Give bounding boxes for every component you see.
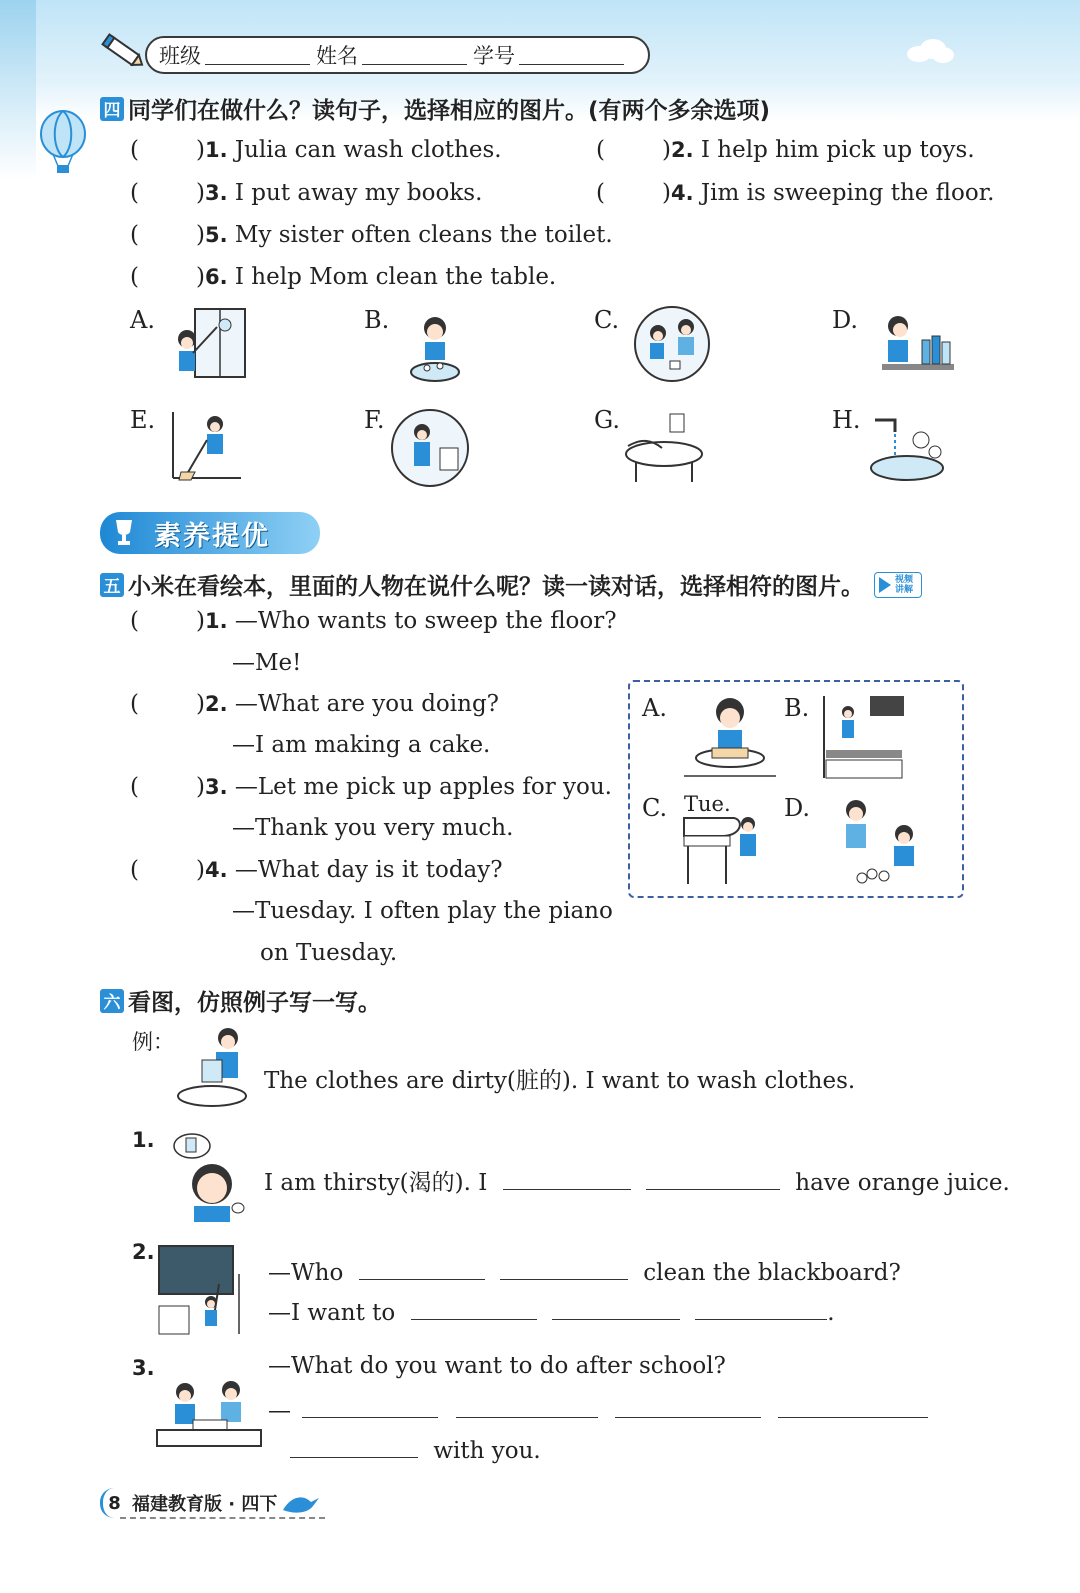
q3-number: 3.	[132, 1356, 155, 1380]
section5-instruction: 小米在看绘本，里面的人物在说什么呢？读一读对话，选择相符的图片。	[128, 574, 864, 600]
hands-wiping-table-picture	[622, 410, 707, 485]
s4-pic-label-h: H.	[832, 406, 861, 434]
s4-item-3: ( )3. I put away my books.	[130, 180, 483, 206]
class-blank[interactable]	[205, 45, 310, 65]
s4-item-5: ( )5. My sister often cleans the toilet.	[130, 222, 613, 248]
pencil-icon	[100, 30, 148, 74]
s5-picture-box	[628, 680, 964, 898]
tuesday-note: Tue.	[684, 792, 731, 816]
washing-dishes-picture	[865, 410, 950, 488]
example-label: 例：	[132, 1030, 174, 1054]
section4-instruction: 同学们在做什么？读句子，选择相应的图片。(有两个多余选项)	[128, 98, 771, 124]
id-label: 学号	[473, 44, 515, 68]
q2-blank-5[interactable]	[695, 1298, 827, 1320]
publisher-label: 福建教育版 · 四下	[132, 1494, 278, 1515]
girl-putting-away-books-picture	[872, 312, 957, 387]
student-info-bar	[145, 36, 650, 74]
girl-washing-clothes-picture	[405, 310, 465, 388]
name-label: 姓名	[316, 44, 358, 68]
s4-item-6: ( )6. I help Mom clean the table.	[130, 264, 557, 290]
boy-picking-up-apples-picture	[832, 794, 932, 886]
section6-title	[100, 984, 381, 1017]
s4-item-1: ( )1. Julia can wash clothes.	[130, 137, 502, 163]
s5-item-4-answer-cont: on Tuesday.	[260, 940, 398, 966]
page-number: 8	[100, 1488, 126, 1518]
thirsty-boy-picture	[172, 1130, 252, 1224]
section6-number: 六	[100, 989, 124, 1013]
girl-cleaning-blackboard-picture	[155, 1244, 247, 1336]
name-blank[interactable]	[362, 45, 467, 65]
q2-line-2: —I want to .	[268, 1300, 835, 1326]
s5-pic-label-a: A.	[642, 694, 667, 722]
q1-sentence: I am thirsty(渴的). I have orange juice.	[264, 1170, 1010, 1196]
s4-pic-label-c: C.	[594, 306, 620, 334]
girl-making-cake-picture	[682, 692, 778, 782]
section4-number: 四	[100, 97, 124, 121]
s5-pic-label-b: B.	[784, 694, 810, 722]
s5-item-1-question: ( )1. —Who wants to sweep the floor?	[130, 608, 617, 634]
girl-cleaning-toilet-picture	[390, 408, 470, 488]
section5-title	[100, 568, 922, 601]
boy-sweeping-floor-picture	[165, 408, 245, 486]
section6-instruction: 看图，仿照例子写一写。	[128, 990, 381, 1016]
play-icon	[879, 577, 891, 593]
girl-playing-piano-picture	[682, 816, 768, 886]
s5-item-3-answer: —Thank you very much.	[232, 815, 514, 841]
s4-pic-label-e: E.	[130, 406, 156, 434]
id-blank[interactable]	[519, 45, 624, 65]
section-banner	[100, 512, 320, 554]
q3-blank-5[interactable]	[290, 1436, 418, 1458]
q3-blank-3[interactable]	[615, 1396, 761, 1418]
s5-item-3-question: ( )3. —Let me pick up apples for you.	[130, 774, 612, 800]
s5-item-1-answer: —Me!	[232, 650, 302, 676]
section5-number: 五	[100, 573, 124, 597]
q2-blank-2[interactable]	[500, 1258, 628, 1280]
s5-pic-label-c: C.	[642, 794, 668, 822]
footer-divider	[120, 1517, 325, 1519]
s5-item-2-answer: —I am making a cake.	[232, 732, 491, 758]
q1-number: 1.	[132, 1128, 155, 1152]
q3-blank-1[interactable]	[302, 1396, 438, 1418]
s4-pic-label-g: G.	[594, 406, 620, 434]
cloud-icon	[905, 38, 955, 64]
s4-pic-label-b: B.	[364, 306, 390, 334]
q3-line-1: —What do you want to do after school?	[268, 1353, 726, 1379]
video-lesson-button[interactable]	[874, 572, 922, 598]
q3-line-3: with you.	[290, 1436, 541, 1464]
boys-playing-chess-picture	[155, 1380, 263, 1450]
girl-sweeping-classroom-picture	[822, 694, 906, 780]
trophy-icon	[112, 518, 136, 548]
video-lesson-label: 视频讲解	[895, 574, 914, 595]
s4-pic-label-a: A.	[130, 306, 155, 334]
girl-washing-window-picture	[165, 305, 250, 383]
q2-blank-1[interactable]	[359, 1258, 485, 1280]
q1-blank-1[interactable]	[503, 1168, 631, 1190]
hot-air-balloon-icon	[36, 110, 90, 174]
s4-pic-label-f: F.	[364, 406, 385, 434]
q2-blank-4[interactable]	[552, 1298, 680, 1320]
section4-title	[100, 92, 770, 125]
q3-blank-2[interactable]	[456, 1396, 598, 1418]
q3-line-2: —	[268, 1396, 928, 1424]
s4-item-4: ( )4. Jim is sweeping the floor.	[596, 180, 995, 206]
boy-washing-clothes-picture	[172, 1024, 252, 1112]
kids-picking-up-toys-picture	[630, 305, 715, 383]
s4-item-2: ( )2. I help him pick up toys.	[596, 137, 975, 163]
q3-blank-4[interactable]	[778, 1396, 928, 1418]
page-footer	[100, 1488, 321, 1518]
banner-title: 素养提优	[154, 520, 270, 552]
q2-blank-3[interactable]	[411, 1298, 537, 1320]
s5-pic-label-d: D.	[784, 794, 811, 822]
q2-line-1: —Who clean the blackboard?	[268, 1260, 901, 1286]
s5-item-4-answer: —Tuesday. I often play the piano	[232, 898, 613, 924]
q1-blank-2[interactable]	[646, 1168, 780, 1190]
s5-item-2-question: ( )2. —What are you doing?	[130, 691, 499, 717]
example-sentence: The clothes are dirty(脏的). I want to wash clothes.	[264, 1068, 856, 1094]
bird-icon	[281, 1490, 321, 1516]
side-band	[0, 0, 36, 180]
class-label: 班级	[159, 44, 201, 68]
s5-item-4-question: ( )4. —What day is it today?	[130, 857, 503, 883]
s4-pic-label-d: D.	[832, 306, 859, 334]
q2-number: 2.	[132, 1240, 155, 1264]
